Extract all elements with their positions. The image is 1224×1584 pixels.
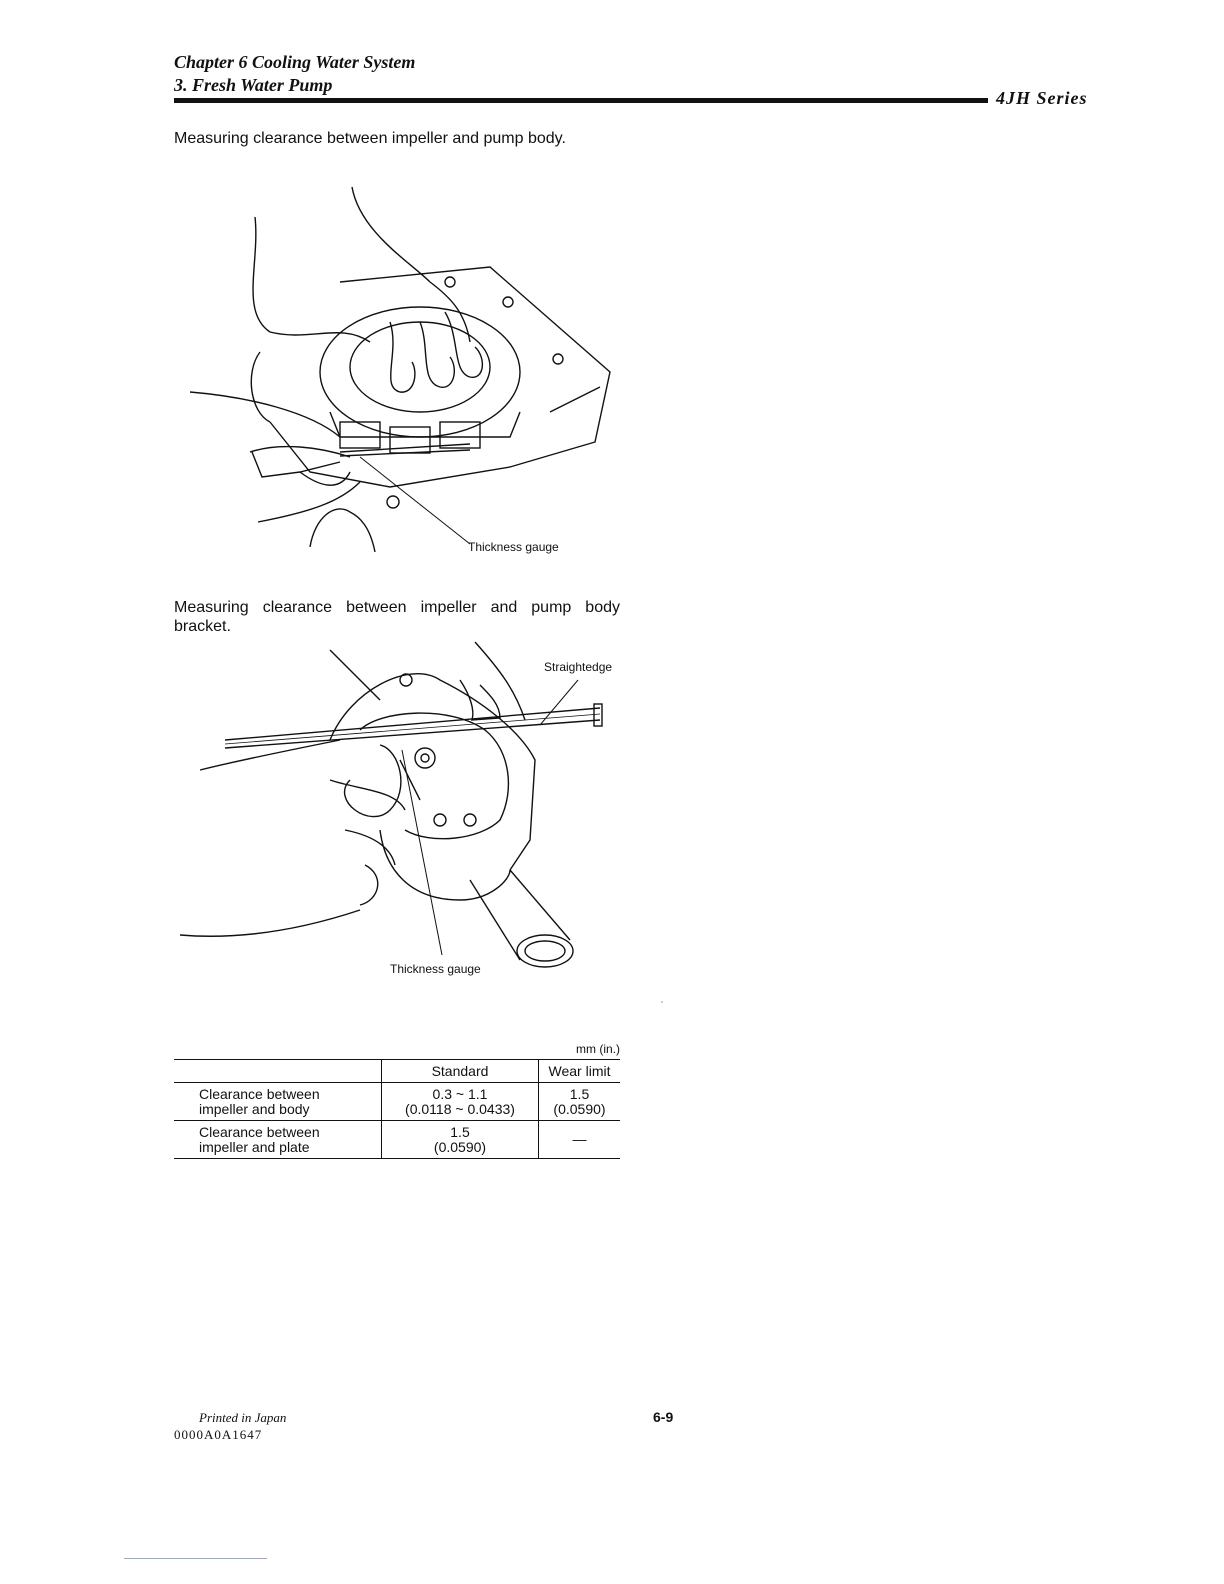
wear-line: 1.5 <box>569 1085 590 1102</box>
figure1-illustration <box>190 172 620 572</box>
figure1-caption: Measuring clearance between impeller and pump body. <box>174 130 566 147</box>
figure2-label-straightedge: Straightedge <box>544 660 613 674</box>
wear-line: — <box>572 1131 587 1147</box>
item-line: impeller and plate <box>199 1138 310 1155</box>
figure2-label-thickness-gauge: Thickness gauge <box>390 962 481 976</box>
table-header-item <box>174 1060 382 1083</box>
table-cell-item <box>174 1121 382 1159</box>
table-cell-wear-limit <box>539 1083 621 1121</box>
section-title: 3. Fresh Water Pump <box>174 75 333 95</box>
figure1-label-thickness-gauge: Thickness gauge <box>468 540 559 554</box>
figure2-caption-line2: bracket. <box>174 618 231 635</box>
table-header-row <box>174 1060 620 1083</box>
standard-line: (0.0590) <box>433 1138 487 1155</box>
printed-in-note: Printed in Japan <box>199 1410 287 1425</box>
series-label: 4JH Series <box>996 88 1088 108</box>
header-rule <box>174 98 988 103</box>
standard-line: 1.5 <box>450 1123 470 1140</box>
table-row <box>174 1083 620 1121</box>
document-number: 0000A0A1647 <box>174 1427 263 1442</box>
figure2-caption-line1: Measuring clearance between impeller and pump body <box>174 599 620 616</box>
table-header-standard: Standard <box>382 1060 539 1083</box>
table-units: mm (in.) <box>576 1042 620 1056</box>
table-row <box>174 1121 620 1159</box>
bottom-divider <box>124 1558 267 1559</box>
item-line: impeller and body <box>199 1100 310 1117</box>
item-line: Clearance between <box>199 1123 320 1140</box>
figure2-illustration <box>180 640 620 980</box>
standard-line: 0.3 ~ 1.1 <box>432 1085 488 1102</box>
standard-line: (0.0118 ~ 0.0433) <box>405 1100 515 1117</box>
table-cell-item <box>174 1083 382 1121</box>
table-cell-standard <box>382 1083 539 1121</box>
table-cell-standard <box>382 1121 539 1159</box>
wear-line: (0.0590) <box>553 1100 606 1117</box>
table-cell-wear-limit <box>539 1121 621 1159</box>
chapter-title: Chapter 6 Cooling Water System <box>174 52 416 72</box>
clearance-spec-table <box>174 1059 620 1159</box>
table-header-wear-limit: Wear limit <box>539 1060 621 1083</box>
scan-speck <box>661 1001 663 1003</box>
page-number: 6-9 <box>653 1409 674 1425</box>
item-line: Clearance between <box>199 1085 320 1102</box>
